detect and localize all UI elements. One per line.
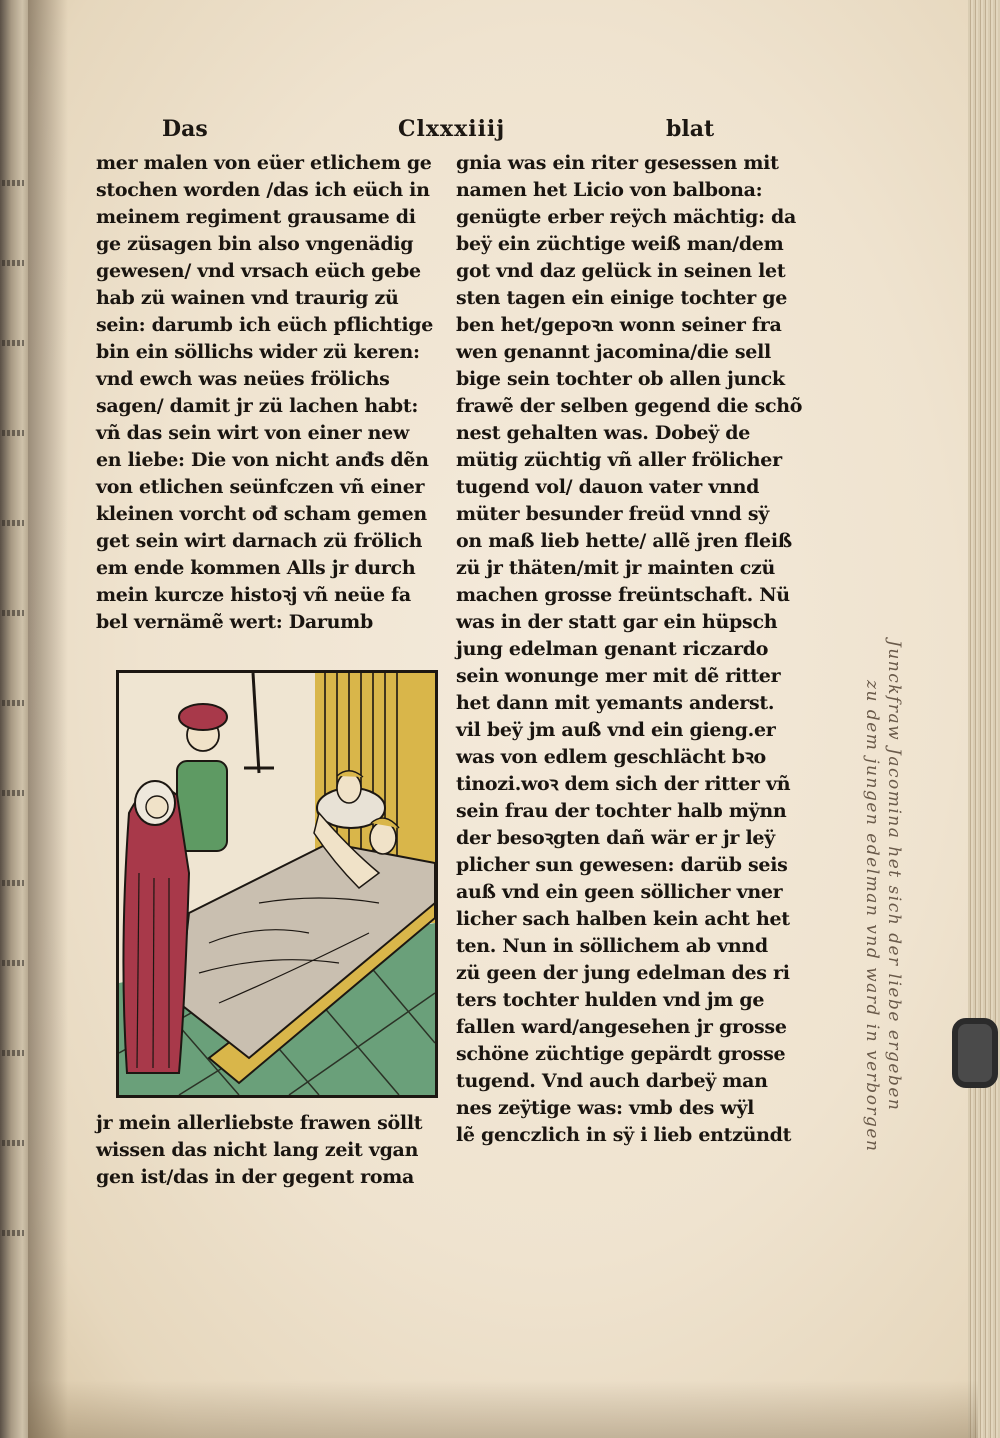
- facing-page-text: [2, 430, 24, 436]
- header-left: Das: [162, 116, 208, 142]
- text-line: ge züsagen bin also vngenädig: [96, 233, 414, 255]
- text-line: het dann mit yemants anderst.: [456, 692, 775, 714]
- text-line: on maß lieb hette/ allẽ jren fleiß: [456, 530, 792, 552]
- text-line: tugend. Vnd auch darbeÿ man: [456, 1070, 768, 1092]
- facing-page-text: [2, 880, 24, 886]
- text-line: mein kurcze histoꝛj vñ neüe fa: [96, 584, 411, 606]
- facing-page-text: [2, 1230, 24, 1236]
- left-text-column-continued: [96, 1110, 441, 1191]
- text-line: sten tagen ein einige tochter ge: [456, 287, 788, 309]
- text-line: hab zü wainen vnd traurig zü: [96, 287, 399, 309]
- facing-page-text: [2, 1140, 24, 1146]
- text-line: meinem regiment grausame di: [96, 206, 416, 228]
- text-line: was in der statt gar ein hüpsch: [456, 611, 778, 633]
- marginal-annotation: [842, 640, 922, 1180]
- text-line: beÿ ein züchtige weiß man/dem: [456, 233, 784, 255]
- text-line: mütig züchtig vñ aller frölicher: [456, 449, 782, 471]
- facing-page-text: [2, 260, 24, 266]
- text-line: namen het Licio von balbona:: [456, 179, 763, 201]
- text-line: licher sach halben kein acht het: [456, 908, 790, 930]
- right-text-column: [456, 150, 803, 1149]
- woodcut-illustration: [116, 670, 438, 1098]
- text-line: ters tochter hulden vnd jm ge: [456, 989, 765, 1011]
- text-line: der besoꝛgten dañ wär er jr leÿ: [456, 827, 775, 849]
- marginal-note-line: Junckfraw Jacomina het sich der liebe ergeben: [884, 640, 904, 1112]
- text-line: gewesen/ vnd vrsach eüch gebe: [96, 260, 421, 282]
- facing-page-edge: [0, 0, 28, 1438]
- text-line: machen grosse freüntschaft. Nü: [456, 584, 790, 606]
- woman-in-bed: [370, 822, 396, 854]
- text-line: lẽ genczlich in sÿ i lieb entzündt: [456, 1124, 792, 1146]
- text-line: get sein wirt darnach zü frölich: [96, 530, 423, 552]
- text-line: sein wonunge mer mit dẽ ritter: [456, 665, 781, 687]
- text-line: tugend vol/ dauon vater vnnd: [456, 476, 760, 498]
- page-bottom-shade: [28, 1380, 978, 1438]
- text-line: wen genannt jacomina/die sell: [456, 341, 771, 363]
- text-line: auß vnd ein geen söllicher vner: [456, 881, 783, 903]
- text-line: bige sein tochter ob allen junck: [456, 368, 785, 390]
- book-clasp: [952, 1018, 998, 1088]
- text-line: was von edlem geschlächt bꝛo: [456, 746, 766, 768]
- red-hat: [179, 704, 227, 730]
- text-line: vñ das sein wirt von einer new: [96, 422, 410, 444]
- text-line: sein frau der tochter halb mÿnn: [456, 800, 787, 822]
- facing-page-text: [2, 610, 24, 616]
- facing-page-text: [2, 700, 24, 706]
- text-line: em ende kommen Alls jr durch: [96, 557, 416, 579]
- bedchamber-scene: [119, 673, 435, 1095]
- text-line: bel vernämẽ wert: Darumb: [96, 611, 373, 633]
- facing-page-text: [2, 340, 24, 346]
- facing-page-text: [2, 520, 24, 526]
- text-line: zü jr thäten/mit jr mainten czü: [456, 557, 776, 579]
- text-line: müter besunder freüd vnnd sÿ: [456, 503, 769, 525]
- text-line: wissen das nicht lang zeit vgan: [96, 1139, 419, 1161]
- text-line: genügte erber reÿch mächtig: da: [456, 206, 797, 228]
- facing-page-text: [2, 790, 24, 796]
- marginal-note-line: zu dem jungen edelman vnd ward in verborgen: [862, 680, 882, 1153]
- spine-shadow: [28, 0, 68, 1438]
- text-line: kleinen vorcht ođ scham gemen: [96, 503, 427, 525]
- text-line: nes zeÿtige was: vmb des wÿl: [456, 1097, 755, 1119]
- text-line: stochen worden /das ich eüch in: [96, 179, 430, 201]
- text-line: vnd ewch was neües frölichs: [96, 368, 390, 390]
- man-in-bed: [337, 773, 361, 803]
- text-line: gnia was ein riter gesessen mit: [456, 152, 779, 174]
- text-line: von etlichen seünfczen vñ einer: [96, 476, 425, 498]
- text-line: frawẽ der selben gegend die schõ: [456, 395, 803, 417]
- left-text-column: [96, 150, 441, 636]
- text-line: fallen ward/angesehen jr grosse: [456, 1016, 787, 1038]
- facing-page-text: [2, 180, 24, 186]
- folio-number: Clxxxiiij: [398, 116, 506, 142]
- text-line: schöne züchtige gepärdt grosse: [456, 1043, 786, 1065]
- sword: [253, 673, 259, 773]
- old-woman: [123, 787, 189, 1073]
- header-right: blat: [666, 116, 715, 142]
- facing-page-text: [2, 960, 24, 966]
- facing-page-text: [2, 1050, 24, 1056]
- text-line: en liebe: Die von nicht anđs dẽn: [96, 449, 429, 471]
- page-edges: [968, 0, 1000, 1438]
- text-line: zü geen der jung edelman des ri: [456, 962, 790, 984]
- text-line: got vnd daz gelück in seinen let: [456, 260, 786, 282]
- text-line: sagen/ damit jr zü lachen habt:: [96, 395, 419, 417]
- running-header: [150, 112, 790, 148]
- text-line: jr mein allerliebste frawen söllt: [96, 1112, 423, 1134]
- text-line: gen ist/das in der gegent roma: [96, 1166, 415, 1188]
- text-line: nest gehalten was. Dobeÿ de: [456, 422, 751, 444]
- text-line: jung edelman genant riczardo: [456, 638, 769, 660]
- text-line: bin ein söllichs wider zü keren:: [96, 341, 420, 363]
- text-line: vil beÿ jm auß vnd ein gieng.er: [456, 719, 776, 741]
- text-line: ben het/gepoꝛn wonn seiner fra: [456, 314, 782, 336]
- text-line: sein: darumb ich eüch pflichtige: [96, 314, 434, 336]
- text-line: mer malen von eüer etlichem ge: [96, 152, 432, 174]
- text-line: plicher sun gewesen: darüb seis: [456, 854, 788, 876]
- text-line: ten. Nun in söllichem ab vnnd: [456, 935, 768, 957]
- text-line: tinozi.woꝛ dem sich der ritter vñ: [456, 773, 791, 795]
